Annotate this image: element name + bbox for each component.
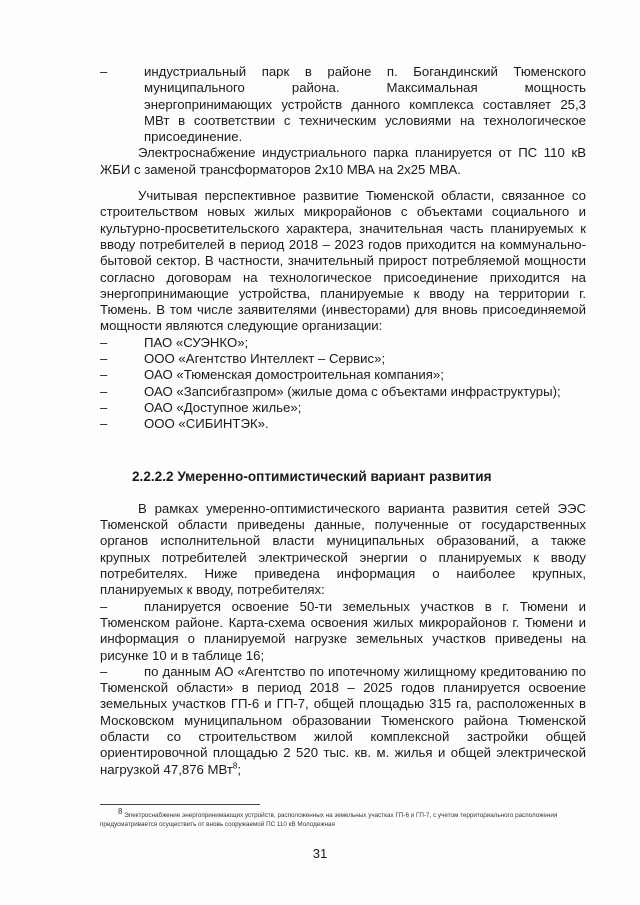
list-dash: – — [100, 663, 108, 679]
list-dash: – — [100, 399, 108, 415]
organization-name: ПАО «СУЭНКО»; — [144, 334, 249, 350]
land-plots-text: планируется освоение 50-ти земельных участков в г. Тюмени и Тюменском районе. Карта-схема освоения жилых микрорайонов г. Тюмени и информация о планируемой нагрузке земельных участков приведены на рисунке 10 и в таблице 16; — [100, 598, 586, 663]
organization-name: ООО «СИБИНТЭК». — [144, 416, 269, 432]
list-dash: – — [100, 367, 108, 383]
section-heading: 2.2.2.2 Умеренно-оптимистический вариант развития — [132, 468, 492, 484]
list-item — [100, 599, 586, 664]
list-dash: – — [100, 351, 108, 367]
list-item — [100, 400, 586, 416]
mortgage-agency-text: по данным АО «Агентство по ипотечному жилищному кредитованию по Тюменской области» в период 2018 – 2025 годов планируется освоение земельных участков ГП-6 и ГП-7, общей площадью 315 га, расположенных в Московском муниципальном образовании Тюменского района Тюменской области со строительством жилой комплексной застройки общей ориентировочной площадью 2 520 тыс. кв. м. жилья и общей электрической нагрузкой 47,876 МВт — [100, 663, 586, 777]
list-item — [100, 367, 586, 383]
page-number: 31 — [312, 846, 328, 861]
organization-name: ОАО «Доступное жилье»; — [144, 399, 302, 415]
page-body — [100, 64, 586, 778]
list-item — [100, 64, 586, 145]
footnote-reference[interactable]: 8 — [232, 761, 238, 771]
footnote — [100, 806, 586, 829]
list-item — [100, 664, 586, 778]
footnote-text: Электроснабжение энергопринимающих устройств, расположенных на земельных участках ГП-6 и ГП-7, с учетом территориального расположения предусматривается осуществить от вновь сооружаемой ПС 110 кВ Молодежная — [100, 812, 558, 828]
item-end: ; — [237, 761, 242, 777]
list-item — [100, 335, 586, 351]
footnote-marker: 8 — [118, 806, 123, 816]
list-dash: – — [100, 383, 108, 399]
organization-list — [100, 335, 586, 433]
list-item — [100, 351, 586, 367]
paragraph-development: Учитывая перспективное развитие Тюменской области, связанное со строительством новых жилых микрорайонов с объектами социального и культурно-просветительского характера, значительная часть планируемых к вводу потребителей в период 2018 – 2023 годов приходится на коммунально-бытовой сектор. В частности, значительный прирост потребляемой мощности согласно договорам на технологическое присоединение приходится на энергопринимающие устройства, планируемые к вводу на территории г. Тюмень. В том числе заявителями (инвесторами) для вновь присоединяемой мощности являются следующие организации: — [100, 188, 586, 334]
industrial-park-text: индустриальный парк в районе п. Богандинский Тюменского муниципального района. Максимальная мощность энергопринимающих устройств данного комплекса составляет 25,3 МВт в соответствии с техническим условиями на технологическое присоединение. — [144, 64, 586, 145]
organization-name: ОАО «Тюменская домостроительная компания»; — [144, 367, 444, 383]
list-dash: – — [100, 334, 108, 350]
organization-name: ООО «Агентство Интеллект – Сервис»; — [144, 351, 386, 367]
paragraph-power-supply: Электроснабжение индустриального парка планируется от ПС 110 кВ ЖБИ с заменой трансформаторов 2х10 МВА на 2х25 МВА. — [100, 145, 586, 177]
list-dash: – — [100, 598, 108, 614]
list-item — [100, 416, 586, 432]
organization-name: ОАО «Запсибгазпром» (жилые дома с объектами инфраструктуры); — [144, 383, 561, 399]
paragraph-intro: В рамках умеренно-оптимистического варианта развития сетей ЭЭС Тюменской области приведены данные, полученные от государственных органов исполнительной власти муниципальных образований, а также крупных потребителей электрической энергии о планируемых к вводу потребителях. Ниже приведена информация о наиболее крупных, планируемых к вводу, потребителях: — [100, 500, 586, 598]
list-item — [100, 384, 586, 400]
list-dash: – — [100, 416, 108, 432]
footnote-divider — [100, 804, 260, 805]
list-dash: – — [100, 64, 108, 79]
